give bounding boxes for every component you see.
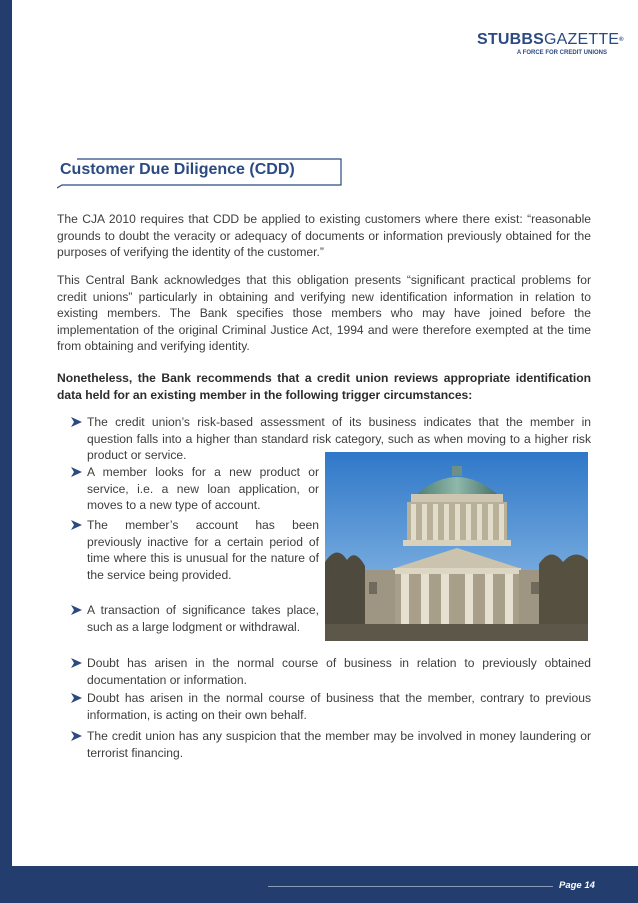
bullet-text: The credit union has any suspicion that the member may be involved in money laundering or terrorist financing. — [87, 729, 591, 760]
arrow-bullet-icon — [71, 520, 82, 530]
paragraph-cja-requirement: The CJA 2010 requires that CDD be applied to existing customers where there exist: “reasonable grounds to doubt the veracity or adequacy of documents or information previously obtained for the purposes of verifying the identity of the customer.” — [57, 212, 591, 259]
left-accent-bar — [0, 0, 12, 903]
footer-bar — [0, 866, 638, 903]
bullet-text: A transaction of significance takes place, such as a large lodgment or withdrawal. — [87, 603, 319, 634]
bullet-text: The member’s account has been previously inactive for a certain period of time where this is unusual for the nature of the service being provided. — [87, 518, 319, 582]
arrow-bullet-icon — [71, 731, 82, 741]
bullet-text: The credit union’s risk-based assessment of its business indicates that the member in question falls into a higher than standard risk category, such as when moving to a higher risk product or service. — [87, 415, 591, 462]
arrow-bullet-icon — [71, 417, 82, 427]
footer-rule — [268, 886, 553, 887]
logo-text-light: GAZETTE — [543, 31, 620, 48]
bullet-text: Doubt has arisen in the normal course of business that the member, contrary to previous information, is acting on their own behalf. — [87, 691, 591, 722]
arrow-bullet-icon — [71, 605, 82, 615]
logo-tagline: A FORCE FOR CREDIT UNIONS — [516, 50, 607, 56]
logo-registered-mark: ® — [619, 37, 624, 43]
four-courts-building-photo — [325, 452, 588, 641]
section-heading-box — [57, 155, 343, 191]
logo-text-bold: STUBBS — [477, 31, 544, 48]
section-title: Customer Due Diligence (CDD) — [60, 161, 295, 178]
paragraph-central-bank: This Central Bank acknowledges that this obligation presents “significant practical problems for credit unions” particularly in obtaining and verifying new identification information in relation to existing members. The Bank specifies those members who may have joined before the implementation of the original Criminal Justice Act, 1994 and were therefore exempted at the time from obtaining and verifying identity. — [57, 273, 591, 353]
arrow-bullet-icon — [71, 693, 82, 703]
bullet-text: A member looks for a new product or service, i.e. a new loan application, or moves to a new type of account. — [87, 465, 319, 512]
stubbs-gazette-logo — [477, 32, 624, 56]
arrow-bullet-icon — [71, 467, 82, 477]
paragraph-recommendation: Nonetheless, the Bank recommends that a credit union reviews appropriate identification data held for an existing member in the following trigger circumstances: — [57, 371, 591, 402]
bullet-text: Doubt has arisen in the normal course of business in relation to previously obtained documentation or information. — [87, 656, 591, 687]
page-number: Page 14 — [559, 880, 595, 891]
arrow-bullet-icon — [71, 658, 82, 668]
